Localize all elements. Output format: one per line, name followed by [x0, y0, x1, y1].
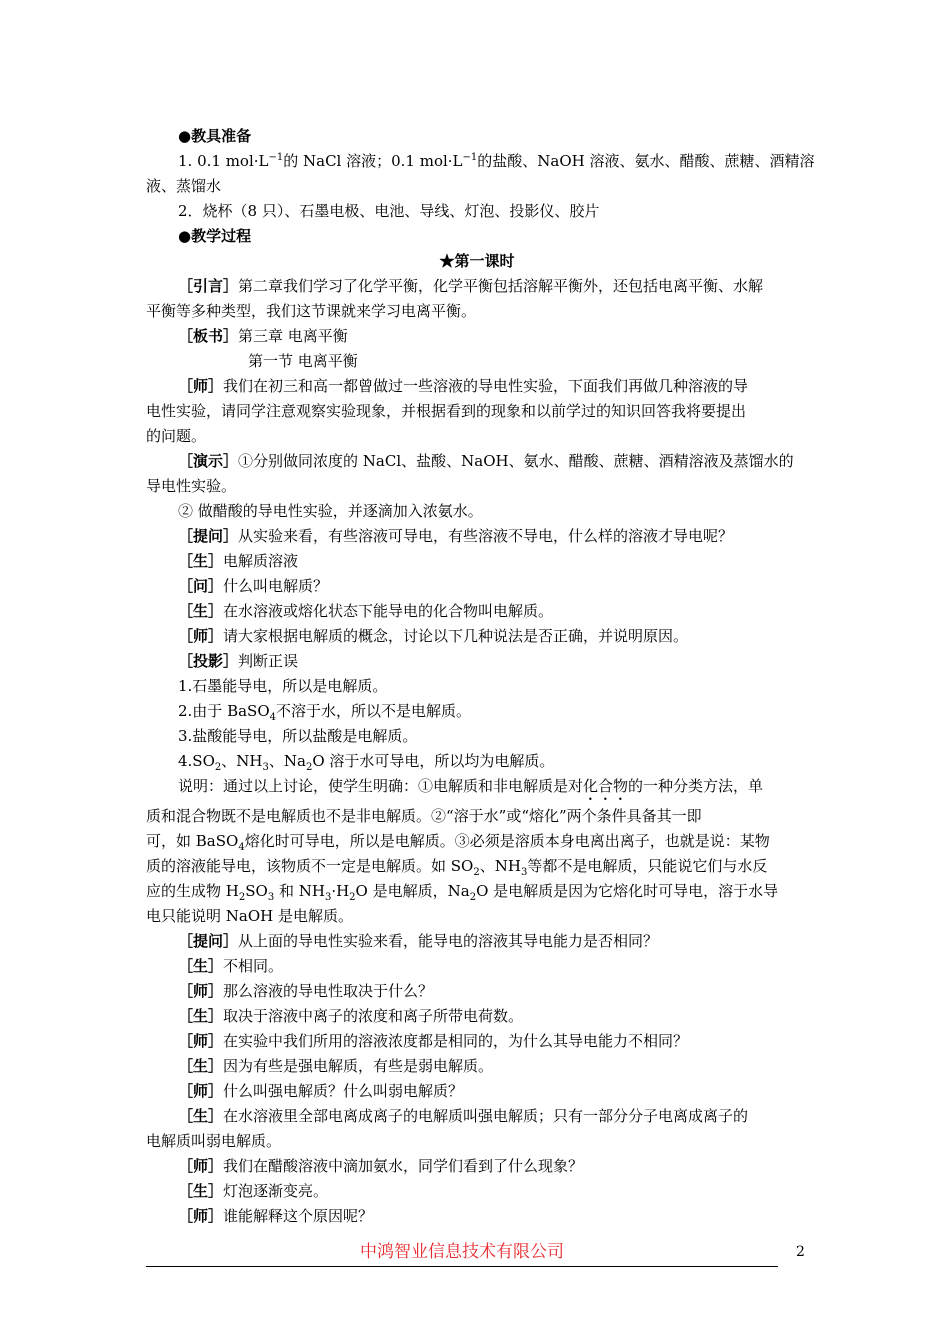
judge-item-3: 3.盐酸能导电，所以盐酸是电解质。: [178, 727, 418, 745]
ask-line-1: ［提问］从实验来看，有些溶液可导电，有些溶液不导电，什么样的溶液才导电呢？: [178, 527, 734, 545]
note-line-2: 质和混合物既不是电解质也不是非电解质。②“溶于水”或“熔化”两个条件具备其一即: [146, 807, 702, 825]
note-line-1: 说明：通过以上讨论，使学生明确：①电解质和非电解质是对化合物的一种分类方法，单: [178, 777, 764, 795]
judge-item-2: 2.由于 BaSO$_4$不溶于水，所以不是电解质。: [178, 702, 472, 723]
teacher-line-4: ［师］在实验中我们所用的溶液浓度都是相同的，为什么其导电能力不相同？: [178, 1032, 689, 1050]
student-line-4: ［生］取决于溶液中离子的浓度和离子所带电荷数。: [178, 1007, 524, 1025]
teacher-line-6: ［师］我们在醋酸溶液中滴加氨水，同学们看到了什么现象？: [178, 1157, 584, 1175]
lesson-title: ★第一课时: [439, 252, 515, 270]
teacher-line-2: ［师］请大家根据电解质的概念，讨论以下几种说法是否正确，并说明原因。: [178, 627, 689, 645]
question-line-1: ［问］什么叫电解质？: [178, 577, 329, 595]
teacher-line-5: ［师］什么叫强电解质？什么叫弱电解质？: [178, 1082, 464, 1100]
prep-item-1: 1. 0.1 $mol\cdot L^{-1}$的 NaCl 溶液；0.1 $mol\cdot L^{-1}$的盐酸、NaOH 溶液、氨水、醋酸、蔗糖、酒精溶: [178, 152, 815, 170]
student-line-3: ［生］不相同。: [178, 957, 284, 975]
student-line-7: ［生］灯泡逐渐变亮。: [178, 1182, 329, 1200]
page-number: 2: [796, 1244, 805, 1260]
heading-teaching-process: ●教学过程: [178, 227, 252, 245]
demo-line-2: ② 做醋酸的导电性实验，并逐滴加入浓氨水。: [178, 502, 483, 520]
demo-line-1: ［演示］①分别做同浓度的 NaCl、盐酸、NaOH、氨水、醋酸、蔗糖、酒精溶液及蒸馏水的: [178, 452, 794, 470]
teacher-line-7: ［师］谁能解释这个原因呢？: [178, 1207, 374, 1225]
demo-line-1-cont: 导电性实验。: [146, 477, 237, 495]
footer-company-name: 中鸿智业信息技术有限公司: [360, 1242, 564, 1262]
board-line-1: ［板书］第三章 电离平衡: [178, 327, 348, 345]
teacher-line-1-end: 的问题。: [146, 427, 207, 445]
student-line-1: ［生］电解质溶液: [178, 552, 299, 570]
document-body: [146, 124, 815, 1229]
prep-item-1-cont: 液、蒸馏水: [146, 177, 222, 195]
note-line-5: 应的生成物 $H_2SO_3$ 和 $NH_3\cdot H_2O$ 是电解质，$Na_2O$ 是电解质是因为它熔化时可导电，溶于水导: [146, 882, 779, 903]
page-footer: [146, 1240, 778, 1267]
student-line-6: ［生］在水溶液里全部电离成离子的电解质叫强电解质；只有一部分分子电离成离子的: [178, 1107, 749, 1125]
projection-line: ［投影］判断正误: [178, 652, 299, 670]
intro-para: ［引言］第二章我们学习了化学平衡，化学平衡包括溶解平衡外，还包括电离平衡、水解: [178, 277, 764, 295]
intro-para-cont: 平衡等多种类型，我们这节课就来学习电离平衡。: [146, 302, 477, 320]
student-line-5: ［生］因为有些是强电解质，有些是弱电解质。: [178, 1057, 494, 1075]
student-line-2: ［生］在水溶液或熔化状态下能导电的化合物叫电解质。: [178, 602, 554, 620]
note-line-4: 质的溶液能导电，该物质不一定是电解质。如 $SO_2$、$NH_3$等都不是电解质，只能说它们与水反: [146, 857, 768, 878]
teacher-line-1-cont: 电性实验，请同学注意观察实验现象，并根据看到的现象和以前学过的知识回答我将要提出: [146, 402, 747, 420]
note-line-3: 可，如 BaSO$_4$熔化时可导电，所以是电解质。③必须是溶质本身电离出离子，也就是说：某物: [146, 832, 770, 853]
note-line-6: 电只能说明 NaOH 是电解质。: [146, 907, 353, 925]
board-line-2: 第一节 电离平衡: [248, 352, 358, 370]
student-line-6-cont: 电解质叫弱电解质。: [146, 1132, 282, 1150]
judge-item-1: 1.石墨能导电，所以是电解质。: [178, 677, 388, 695]
prep-item-2: 2．烧杯（8 只）、石墨电极、电池、导线、灯泡、投影仪、胶片: [178, 202, 600, 220]
teacher-line-1: ［师］我们在初三和高一都曾做过一些溶液的导电性实验，下面我们再做几种溶液的导: [178, 377, 749, 395]
teacher-line-3: ［师］那么溶液的导电性取决于什么？: [178, 982, 434, 1000]
judge-item-4: $4.SO_2$、$NH_3$、$Na_2O$ 溶于水可导电，所以均为电解质。: [178, 752, 555, 773]
heading-teaching-aids: ●教具准备: [178, 127, 252, 145]
ask-line-2: ［提问］从上面的导电性实验来看，能导电的溶液其导电能力是否相同？: [178, 932, 659, 950]
